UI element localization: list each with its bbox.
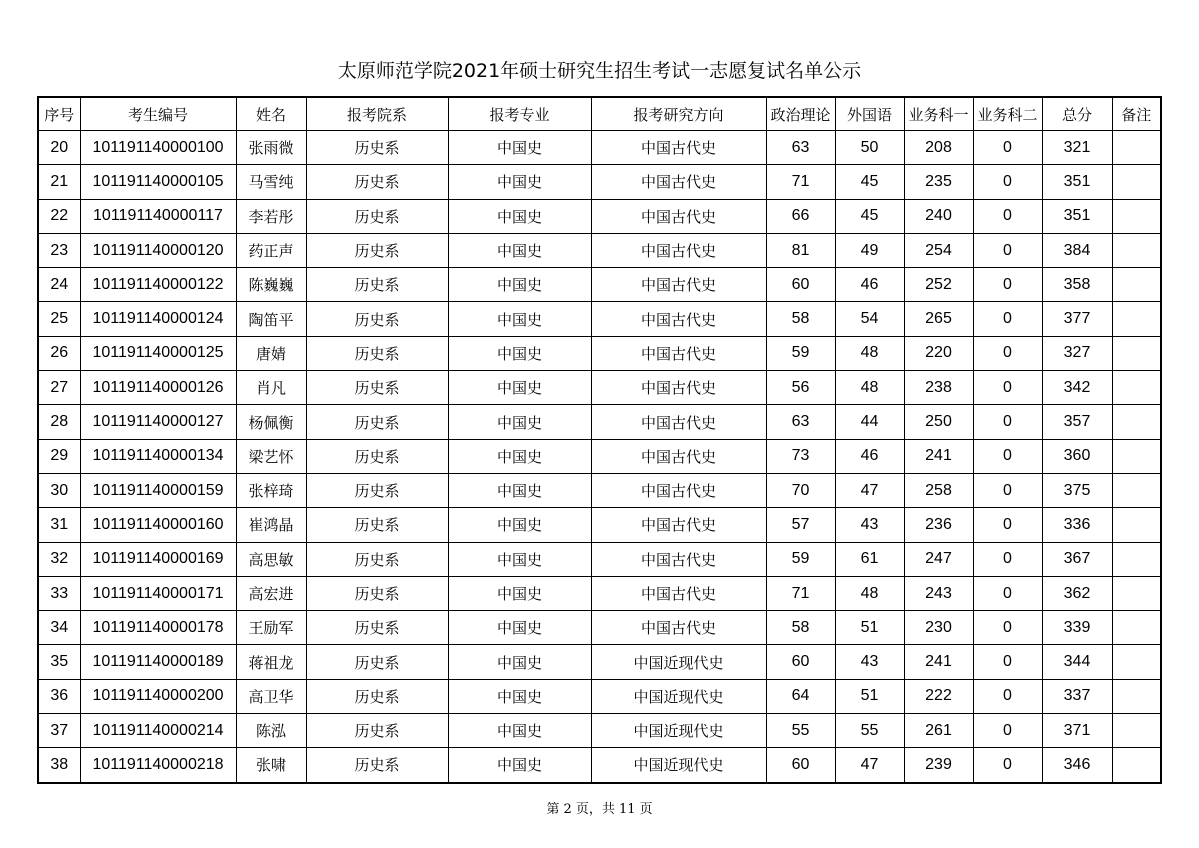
total-score-cell: 384	[1042, 233, 1112, 267]
seq-cell: 29	[38, 439, 80, 473]
department-cell: 历史系	[306, 473, 448, 507]
header-row	[38, 97, 1161, 131]
table-row	[38, 405, 1161, 439]
subject-one-score-cell: 261	[904, 714, 973, 748]
total-score-cell: 339	[1042, 611, 1112, 645]
subject-one-score-cell: 235	[904, 165, 973, 199]
politics-score-cell: 60	[766, 748, 835, 783]
foreign-language-score-cell: 47	[835, 748, 904, 783]
remarks-cell	[1112, 405, 1161, 439]
politics-score-cell: 60	[766, 268, 835, 302]
candidate-id-cell: 101191140000127	[80, 405, 236, 439]
foreign-language-score-cell: 48	[835, 576, 904, 610]
politics-score-cell: 56	[766, 371, 835, 405]
foreign-language-score-cell: 45	[835, 199, 904, 233]
remarks-cell	[1112, 336, 1161, 370]
table-row	[38, 645, 1161, 679]
subject-one-score-cell: 250	[904, 405, 973, 439]
major-cell: 中国史	[448, 131, 591, 165]
candidate-id-cell: 101191140000200	[80, 679, 236, 713]
major-cell: 中国史	[448, 165, 591, 199]
politics-score-cell: 60	[766, 645, 835, 679]
document-title: 太原师范学院2021年硕士研究生招生考试一志愿复试名单公示	[337, 60, 862, 82]
department-cell: 历史系	[306, 748, 448, 783]
department-cell: 历史系	[306, 405, 448, 439]
foreign-language-score-cell: 50	[835, 131, 904, 165]
subject-two-score-cell: 0	[973, 473, 1042, 507]
foreign-language-score-cell: 51	[835, 611, 904, 645]
politics-score-cell: 66	[766, 199, 835, 233]
name-cell: 杨佩衡	[236, 405, 306, 439]
research-direction-cell: 中国古代史	[591, 165, 766, 199]
table-row	[38, 748, 1161, 783]
foreign-language-score-cell: 48	[835, 371, 904, 405]
subject-two-score-cell: 0	[973, 748, 1042, 783]
politics-score-cell: 73	[766, 439, 835, 473]
column-header: 业务科二	[973, 97, 1042, 131]
total-score-cell: 344	[1042, 645, 1112, 679]
research-direction-cell: 中国古代史	[591, 268, 766, 302]
candidate-id-cell: 101191140000134	[80, 439, 236, 473]
seq-cell: 21	[38, 165, 80, 199]
total-score-cell: 327	[1042, 336, 1112, 370]
remarks-cell	[1112, 645, 1161, 679]
remarks-cell	[1112, 439, 1161, 473]
department-cell: 历史系	[306, 371, 448, 405]
seq-cell: 27	[38, 371, 80, 405]
politics-score-cell: 59	[766, 542, 835, 576]
major-cell: 中国史	[448, 611, 591, 645]
subject-one-score-cell: 247	[904, 542, 973, 576]
politics-score-cell: 71	[766, 165, 835, 199]
subject-two-score-cell: 0	[973, 268, 1042, 302]
remarks-cell	[1112, 748, 1161, 783]
seq-cell: 35	[38, 645, 80, 679]
name-cell: 蒋祖龙	[236, 645, 306, 679]
major-cell: 中国史	[448, 645, 591, 679]
research-direction-cell: 中国近现代史	[591, 714, 766, 748]
candidate-id-cell: 101191140000218	[80, 748, 236, 783]
research-direction-cell: 中国古代史	[591, 371, 766, 405]
subject-one-score-cell: 208	[904, 131, 973, 165]
politics-score-cell: 81	[766, 233, 835, 267]
table-row	[38, 508, 1161, 542]
foreign-language-score-cell: 51	[835, 679, 904, 713]
column-header: 报考研究方向	[591, 97, 766, 131]
foreign-language-score-cell: 55	[835, 714, 904, 748]
foreign-language-score-cell: 61	[835, 542, 904, 576]
major-cell: 中国史	[448, 233, 591, 267]
subject-one-score-cell: 236	[904, 508, 973, 542]
seq-cell: 30	[38, 473, 80, 507]
total-score-cell: 357	[1042, 405, 1112, 439]
remarks-cell	[1112, 371, 1161, 405]
name-cell: 高思敏	[236, 542, 306, 576]
department-cell: 历史系	[306, 199, 448, 233]
total-score-cell: 377	[1042, 302, 1112, 336]
research-direction-cell: 中国近现代史	[591, 645, 766, 679]
total-score-cell: 360	[1042, 439, 1112, 473]
research-direction-cell: 中国古代史	[591, 302, 766, 336]
table-row	[38, 714, 1161, 748]
seq-cell: 20	[38, 131, 80, 165]
research-direction-cell: 中国古代史	[591, 473, 766, 507]
candidate-id-cell: 101191140000105	[80, 165, 236, 199]
total-score-cell: 367	[1042, 542, 1112, 576]
table-row	[38, 473, 1161, 507]
candidate-id-cell: 101191140000117	[80, 199, 236, 233]
column-header: 报考院系	[306, 97, 448, 131]
major-cell: 中国史	[448, 302, 591, 336]
major-cell: 中国史	[448, 542, 591, 576]
subject-two-score-cell: 0	[973, 679, 1042, 713]
subject-one-score-cell: 241	[904, 439, 973, 473]
column-header: 报考专业	[448, 97, 591, 131]
subject-two-score-cell: 0	[973, 405, 1042, 439]
total-score-cell: 321	[1042, 131, 1112, 165]
name-cell: 李若彤	[236, 199, 306, 233]
name-cell: 陈巍巍	[236, 268, 306, 302]
seq-cell: 24	[38, 268, 80, 302]
subject-one-score-cell: 243	[904, 576, 973, 610]
column-header: 总分	[1042, 97, 1112, 131]
candidate-id-cell: 101191140000171	[80, 576, 236, 610]
seq-cell: 28	[38, 405, 80, 439]
remarks-cell	[1112, 268, 1161, 302]
name-cell: 陈泓	[236, 714, 306, 748]
remarks-cell	[1112, 679, 1161, 713]
subject-two-score-cell: 0	[973, 542, 1042, 576]
candidate-id-cell: 101191140000169	[80, 542, 236, 576]
foreign-language-score-cell: 45	[835, 165, 904, 199]
remarks-cell	[1112, 714, 1161, 748]
seq-cell: 22	[38, 199, 80, 233]
remarks-cell	[1112, 473, 1161, 507]
remarks-cell	[1112, 233, 1161, 267]
candidate-id-cell: 101191140000124	[80, 302, 236, 336]
name-cell: 肖凡	[236, 371, 306, 405]
subject-two-score-cell: 0	[973, 131, 1042, 165]
department-cell: 历史系	[306, 542, 448, 576]
major-cell: 中国史	[448, 439, 591, 473]
major-cell: 中国史	[448, 508, 591, 542]
subject-two-score-cell: 0	[973, 576, 1042, 610]
politics-score-cell: 59	[766, 336, 835, 370]
subject-two-score-cell: 0	[973, 371, 1042, 405]
remarks-cell	[1112, 576, 1161, 610]
subject-one-score-cell: 230	[904, 611, 973, 645]
foreign-language-score-cell: 49	[835, 233, 904, 267]
total-score-cell: 362	[1042, 576, 1112, 610]
remarks-cell	[1112, 131, 1161, 165]
candidate-id-cell: 101191140000160	[80, 508, 236, 542]
department-cell: 历史系	[306, 714, 448, 748]
department-cell: 历史系	[306, 233, 448, 267]
name-cell: 梁艺怀	[236, 439, 306, 473]
column-header: 政治理论	[766, 97, 835, 131]
candidate-id-cell: 101191140000214	[80, 714, 236, 748]
table-row	[38, 268, 1161, 302]
seq-cell: 37	[38, 714, 80, 748]
research-direction-cell: 中国古代史	[591, 336, 766, 370]
name-cell: 崔鸿晶	[236, 508, 306, 542]
department-cell: 历史系	[306, 131, 448, 165]
table-row	[38, 679, 1161, 713]
table-row	[38, 576, 1161, 610]
remarks-cell	[1112, 199, 1161, 233]
research-direction-cell: 中国古代史	[591, 611, 766, 645]
candidate-id-cell: 101191140000100	[80, 131, 236, 165]
remarks-cell	[1112, 508, 1161, 542]
major-cell: 中国史	[448, 371, 591, 405]
subject-one-score-cell: 241	[904, 645, 973, 679]
subject-two-score-cell: 0	[973, 302, 1042, 336]
major-cell: 中国史	[448, 405, 591, 439]
foreign-language-score-cell: 44	[835, 405, 904, 439]
table-row	[38, 371, 1161, 405]
politics-score-cell: 63	[766, 405, 835, 439]
applicant-table	[37, 96, 1162, 784]
politics-score-cell: 64	[766, 679, 835, 713]
name-cell: 高宏进	[236, 576, 306, 610]
remarks-cell	[1112, 165, 1161, 199]
department-cell: 历史系	[306, 679, 448, 713]
politics-score-cell: 58	[766, 302, 835, 336]
table-row	[38, 165, 1161, 199]
name-cell: 高卫华	[236, 679, 306, 713]
subject-one-score-cell: 258	[904, 473, 973, 507]
total-score-cell: 336	[1042, 508, 1112, 542]
department-cell: 历史系	[306, 439, 448, 473]
candidate-id-cell: 101191140000159	[80, 473, 236, 507]
major-cell: 中国史	[448, 199, 591, 233]
candidate-id-cell: 101191140000189	[80, 645, 236, 679]
total-score-cell: 351	[1042, 165, 1112, 199]
subject-one-score-cell: 265	[904, 302, 973, 336]
name-cell: 唐婧	[236, 336, 306, 370]
table-row	[38, 439, 1161, 473]
research-direction-cell: 中国近现代史	[591, 748, 766, 783]
seq-cell: 23	[38, 233, 80, 267]
politics-score-cell: 57	[766, 508, 835, 542]
major-cell: 中国史	[448, 748, 591, 783]
politics-score-cell: 63	[766, 131, 835, 165]
subject-two-score-cell: 0	[973, 233, 1042, 267]
subject-two-score-cell: 0	[973, 439, 1042, 473]
table-row	[38, 131, 1161, 165]
subject-one-score-cell: 238	[904, 371, 973, 405]
subject-two-score-cell: 0	[973, 645, 1042, 679]
research-direction-cell: 中国古代史	[591, 508, 766, 542]
subject-one-score-cell: 252	[904, 268, 973, 302]
remarks-cell	[1112, 542, 1161, 576]
total-score-cell: 375	[1042, 473, 1112, 507]
department-cell: 历史系	[306, 302, 448, 336]
name-cell: 马雪纯	[236, 165, 306, 199]
major-cell: 中国史	[448, 679, 591, 713]
name-cell: 张啸	[236, 748, 306, 783]
subject-one-score-cell: 222	[904, 679, 973, 713]
major-cell: 中国史	[448, 714, 591, 748]
name-cell: 陶笛平	[236, 302, 306, 336]
subject-one-score-cell: 220	[904, 336, 973, 370]
total-score-cell: 342	[1042, 371, 1112, 405]
candidate-id-cell: 101191140000125	[80, 336, 236, 370]
seq-cell: 26	[38, 336, 80, 370]
department-cell: 历史系	[306, 611, 448, 645]
table-row	[38, 336, 1161, 370]
table-header	[38, 97, 1161, 131]
column-header: 业务科一	[904, 97, 973, 131]
politics-score-cell: 70	[766, 473, 835, 507]
total-score-cell: 358	[1042, 268, 1112, 302]
foreign-language-score-cell: 46	[835, 439, 904, 473]
department-cell: 历史系	[306, 508, 448, 542]
name-cell: 药正声	[236, 233, 306, 267]
foreign-language-score-cell: 46	[835, 268, 904, 302]
column-header: 备注	[1112, 97, 1161, 131]
seq-cell: 25	[38, 302, 80, 336]
subject-one-score-cell: 240	[904, 199, 973, 233]
department-cell: 历史系	[306, 268, 448, 302]
remarks-cell	[1112, 302, 1161, 336]
subject-two-score-cell: 0	[973, 714, 1042, 748]
major-cell: 中国史	[448, 336, 591, 370]
seq-cell: 34	[38, 611, 80, 645]
total-score-cell: 351	[1042, 199, 1112, 233]
foreign-language-score-cell: 43	[835, 645, 904, 679]
candidate-id-cell: 101191140000122	[80, 268, 236, 302]
research-direction-cell: 中国古代史	[591, 233, 766, 267]
remarks-cell	[1112, 611, 1161, 645]
column-header: 外国语	[835, 97, 904, 131]
subject-two-score-cell: 0	[973, 611, 1042, 645]
foreign-language-score-cell: 43	[835, 508, 904, 542]
research-direction-cell: 中国古代史	[591, 405, 766, 439]
seq-cell: 33	[38, 576, 80, 610]
major-cell: 中国史	[448, 473, 591, 507]
subject-two-score-cell: 0	[973, 336, 1042, 370]
seq-cell: 32	[38, 542, 80, 576]
department-cell: 历史系	[306, 576, 448, 610]
column-header: 序号	[38, 97, 80, 131]
table-row	[38, 302, 1161, 336]
politics-score-cell: 58	[766, 611, 835, 645]
table-row	[38, 542, 1161, 576]
candidate-id-cell: 101191140000126	[80, 371, 236, 405]
subject-two-score-cell: 0	[973, 508, 1042, 542]
politics-score-cell: 71	[766, 576, 835, 610]
foreign-language-score-cell: 47	[835, 473, 904, 507]
column-header: 姓名	[236, 97, 306, 131]
table-body	[38, 131, 1161, 783]
research-direction-cell: 中国古代史	[591, 199, 766, 233]
subject-two-score-cell: 0	[973, 165, 1042, 199]
department-cell: 历史系	[306, 165, 448, 199]
seq-cell: 38	[38, 748, 80, 783]
major-cell: 中国史	[448, 268, 591, 302]
subject-two-score-cell: 0	[973, 199, 1042, 233]
foreign-language-score-cell: 54	[835, 302, 904, 336]
research-direction-cell: 中国古代史	[591, 542, 766, 576]
research-direction-cell: 中国古代史	[591, 439, 766, 473]
candidate-id-cell: 101191140000178	[80, 611, 236, 645]
department-cell: 历史系	[306, 336, 448, 370]
name-cell: 张雨微	[236, 131, 306, 165]
seq-cell: 31	[38, 508, 80, 542]
column-header: 考生编号	[80, 97, 236, 131]
seq-cell: 36	[38, 679, 80, 713]
subject-one-score-cell: 239	[904, 748, 973, 783]
page-footer: 第 2 页，共 11 页	[546, 802, 653, 817]
research-direction-cell: 中国近现代史	[591, 679, 766, 713]
total-score-cell: 371	[1042, 714, 1112, 748]
politics-score-cell: 55	[766, 714, 835, 748]
total-score-cell: 337	[1042, 679, 1112, 713]
table-row	[38, 199, 1161, 233]
name-cell: 王励军	[236, 611, 306, 645]
total-score-cell: 346	[1042, 748, 1112, 783]
name-cell: 张梓琦	[236, 473, 306, 507]
research-direction-cell: 中国古代史	[591, 131, 766, 165]
major-cell: 中国史	[448, 576, 591, 610]
research-direction-cell: 中国古代史	[591, 576, 766, 610]
table-row	[38, 611, 1161, 645]
foreign-language-score-cell: 48	[835, 336, 904, 370]
department-cell: 历史系	[306, 645, 448, 679]
subject-one-score-cell: 254	[904, 233, 973, 267]
candidate-id-cell: 101191140000120	[80, 233, 236, 267]
table-row	[38, 233, 1161, 267]
